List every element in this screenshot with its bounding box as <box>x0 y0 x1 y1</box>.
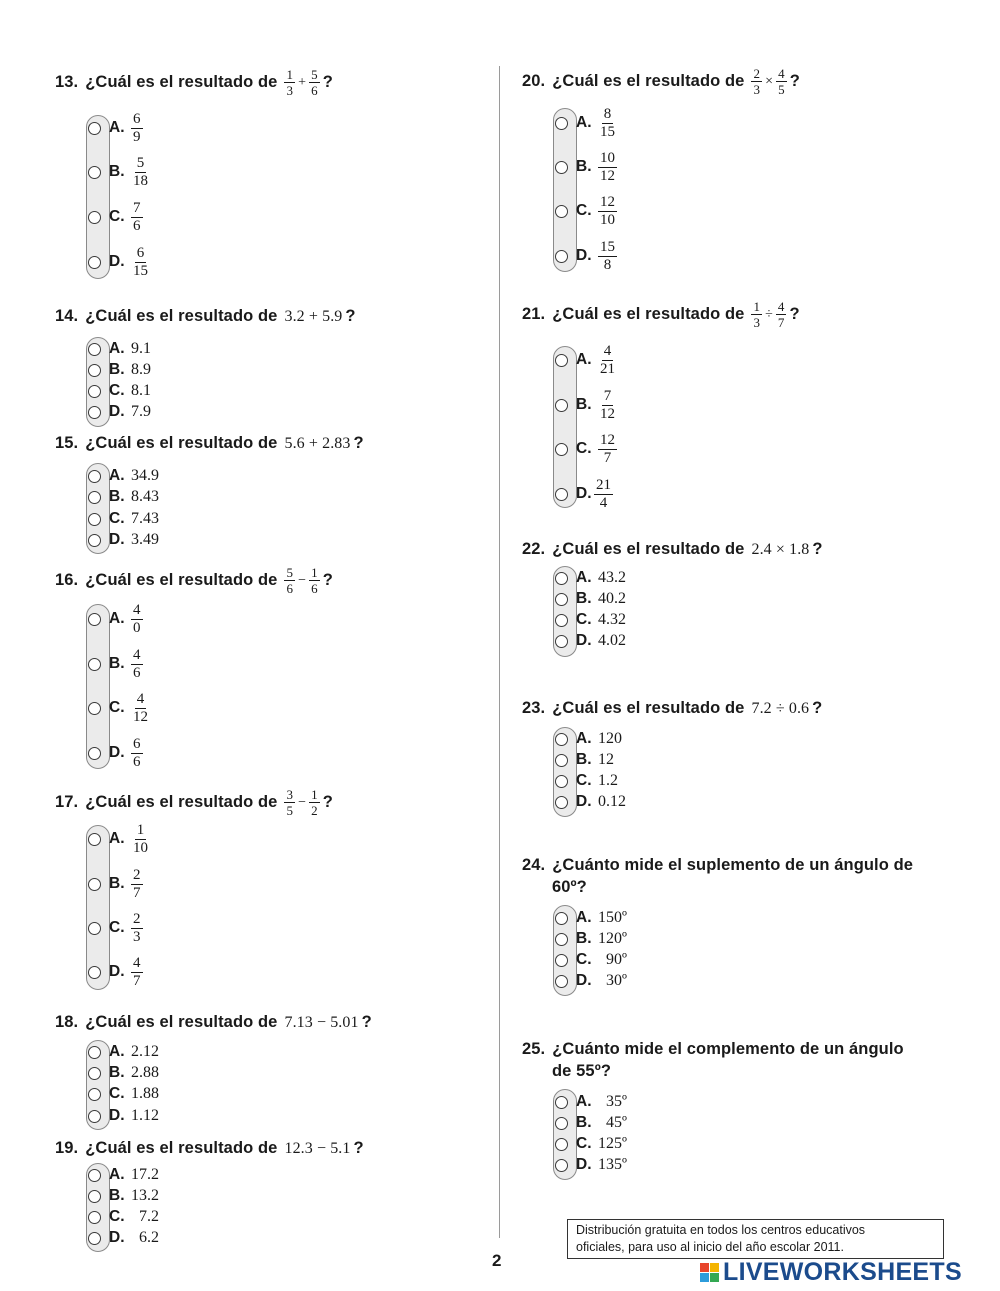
option-a[interactable]: A. $\frac{4}{21}$ <box>553 349 617 371</box>
radio-c[interactable] <box>555 614 568 627</box>
liveworksheets-icon <box>700 1263 719 1282</box>
option-c[interactable]: C. 90º <box>553 949 627 971</box>
option-c[interactable]: C. 125º <box>553 1133 627 1155</box>
question-23-expression: 7.2 ÷ 0.6 <box>751 699 810 717</box>
radio-a[interactable] <box>88 833 101 846</box>
option-b[interactable]: B. $\frac{7}{12}$ <box>553 394 617 416</box>
option-b[interactable]: B. 40.2 <box>553 588 626 610</box>
radio-d[interactable] <box>88 1110 101 1123</box>
radio-d[interactable] <box>88 747 101 760</box>
distribution-notice <box>567 1219 944 1259</box>
radio-a[interactable] <box>88 1169 101 1182</box>
radio-a[interactable] <box>88 470 101 483</box>
radio-c[interactable] <box>555 1138 568 1151</box>
notice-line-1: Distribución gratuita en todos los centros educativos <box>576 1223 866 1237</box>
liveworksheets-logo <box>700 1258 962 1287</box>
question-24-title-line2: 60º? <box>552 878 587 896</box>
radio-c[interactable] <box>88 702 101 715</box>
option-a[interactable]: A. 9.1 <box>86 338 151 360</box>
radio-b[interactable] <box>555 161 568 174</box>
radio-d[interactable] <box>555 488 568 501</box>
radio-b[interactable] <box>88 1190 101 1203</box>
option-d[interactable]: D. 3.49 <box>86 529 159 551</box>
question-22-title: 22. ¿Cuál es el resultado de 2.4 × 1.8 ? <box>522 540 823 558</box>
question-17-expression: $\frac{3}{5}$ − $\frac{1}{2}$ <box>286 787 318 818</box>
option-b[interactable]: B. $\frac{10}{12}$ <box>553 156 617 178</box>
option-d[interactable]: D. 0.12 <box>553 791 626 813</box>
option-c[interactable]: C. 1.2 <box>553 770 618 792</box>
radio-a[interactable] <box>88 122 101 135</box>
question-15-expression: 5.6 + 2.83 <box>284 434 351 452</box>
radio-c[interactable] <box>88 513 101 526</box>
question-19-expression: 12.3 − 5.1 <box>284 1139 351 1157</box>
option-d[interactable]: D. 135º <box>553 1154 627 1176</box>
option-c[interactable]: C. $\frac{12}{10}$ <box>553 200 617 222</box>
question-14-expression: 3.2 + 5.9 <box>284 307 343 325</box>
radio-b[interactable] <box>555 593 568 606</box>
question-15-title: 15. ¿Cuál es el resultado de 5.6 + 2.83 ? <box>55 434 364 452</box>
option-b[interactable]: B. 120º <box>553 928 627 950</box>
radio-d[interactable] <box>555 1159 568 1172</box>
option-b[interactable]: B. 13.2 <box>86 1185 159 1207</box>
question-20-expression: $\frac{2}{3}$ × $\frac{4}{5}$ <box>753 66 785 97</box>
radio-c[interactable] <box>555 443 568 456</box>
option-a[interactable]: A. $\frac{4}{0}$ <box>86 608 143 630</box>
radio-a[interactable] <box>555 1096 568 1109</box>
option-d[interactable]: D. 30º <box>553 970 627 992</box>
option-a[interactable]: A. 43.2 <box>553 567 626 589</box>
option-c[interactable]: C. $\frac{7}{6}$ <box>86 206 143 228</box>
question-18-title: 18. ¿Cuál es el resultado de 7.13 − 5.01 ? <box>55 1013 372 1031</box>
radio-c[interactable] <box>555 205 568 218</box>
radio-b[interactable] <box>555 1117 568 1130</box>
option-d[interactable]: D. $\frac{21}{4}$ <box>553 483 613 505</box>
radio-b[interactable] <box>88 658 101 671</box>
question-13-title: 13. ¿Cuál es el resultado de $\frac{1}{3}$ + $\frac{5}{6}$ ? <box>55 67 333 98</box>
radio-d[interactable] <box>88 256 101 269</box>
option-c[interactable]: C. $\frac{4}{12}$ <box>86 697 150 719</box>
option-a[interactable]: A. 17.2 <box>86 1164 159 1186</box>
radio-d[interactable] <box>555 796 568 809</box>
question-19-title: 19. ¿Cuál es el resultado de 12.3 − 5.1 ? <box>55 1139 364 1157</box>
radio-c[interactable] <box>555 775 568 788</box>
radio-a[interactable] <box>555 572 568 585</box>
radio-a[interactable] <box>555 912 568 925</box>
radio-b[interactable] <box>88 364 101 377</box>
option-d[interactable]: D. $\frac{15}{8}$ <box>553 245 617 267</box>
option-a[interactable]: A. 35º <box>553 1091 627 1113</box>
question-17-title: 17. ¿Cuál es el resultado de $\frac{3}{5}$ − $\frac{1}{2}$ ? <box>55 787 333 818</box>
question-14-title: 14. ¿Cuál es el resultado de 3.2 + 5.9 ? <box>55 307 356 325</box>
question-13-expression: $\frac{1}{3}$ + $\frac{5}{6}$ <box>286 67 318 98</box>
radio-d[interactable] <box>88 534 101 547</box>
option-d[interactable]: D. 1.12 <box>86 1105 159 1127</box>
radio-b[interactable] <box>555 399 568 412</box>
question-16-expression: $\frac{5}{6}$ − $\frac{1}{6}$ <box>286 565 318 596</box>
option-a[interactable]: A. $\frac{8}{15}$ <box>553 112 617 134</box>
question-25-title-line2: de 55º? <box>552 1062 611 1080</box>
option-b[interactable]: B. $\frac{5}{18}$ <box>86 161 150 183</box>
option-c[interactable]: C. 7.43 <box>86 508 159 530</box>
radio-c[interactable] <box>88 1088 101 1101</box>
option-a[interactable]: A. 120 <box>553 728 622 750</box>
radio-d[interactable] <box>555 250 568 263</box>
option-c[interactable]: C. 4.32 <box>553 609 626 631</box>
option-b[interactable]: B. 45º <box>553 1112 627 1134</box>
option-c[interactable]: C. 7.2 <box>86 1206 159 1228</box>
radio-b[interactable] <box>88 1067 101 1080</box>
radio-a[interactable] <box>555 733 568 746</box>
radio-d[interactable] <box>88 1232 101 1245</box>
radio-d[interactable] <box>88 406 101 419</box>
radio-d[interactable] <box>88 966 101 979</box>
option-d[interactable]: D. 7.9 <box>86 401 151 423</box>
option-a[interactable]: A. 2.12 <box>86 1041 159 1063</box>
option-d[interactable]: D. $\frac{4}{7}$ <box>86 961 143 983</box>
option-b[interactable]: B. 2.88 <box>86 1062 159 1084</box>
option-a[interactable]: A. 150º <box>553 907 627 929</box>
question-21-title: 21. ¿Cuál es el resultado de $\frac{1}{3}$ ÷ $\frac{4}{7}$ ? <box>522 299 800 330</box>
page-number: 2 <box>492 1251 502 1270</box>
question-25-title: 25. ¿Cuánto mide el complemento de un ángulo <box>522 1040 904 1058</box>
option-a[interactable]: A. $\frac{6}{9}$ <box>86 117 143 139</box>
notice-line-2: oficiales, para uso al inicio del año escolar 2011. <box>576 1240 844 1254</box>
question-24-title: 24. ¿Cuánto mide el suplemento de un ángulo de <box>522 856 914 874</box>
option-d[interactable]: D. 6.2 <box>86 1227 159 1249</box>
question-23-title: 23. ¿Cuál es el resultado de 7.2 ÷ 0.6 ? <box>522 699 823 717</box>
radio-b[interactable] <box>555 933 568 946</box>
question-22-expression: 2.4 × 1.8 <box>751 540 810 558</box>
radio-a[interactable] <box>555 354 568 367</box>
radio-c[interactable] <box>88 385 101 398</box>
radio-b[interactable] <box>88 166 101 179</box>
radio-a[interactable] <box>555 117 568 130</box>
option-d[interactable]: D. $\frac{6}{6}$ <box>86 742 143 764</box>
option-c[interactable]: C. $\frac{12}{7}$ <box>553 438 617 460</box>
column-divider <box>499 66 500 1238</box>
radio-c[interactable] <box>88 211 101 224</box>
option-d[interactable]: D. 4.02 <box>553 630 626 652</box>
radio-a[interactable] <box>88 343 101 356</box>
radio-c[interactable] <box>88 1211 101 1224</box>
option-b[interactable]: B. $\frac{4}{6}$ <box>86 653 143 675</box>
radio-b[interactable] <box>88 491 101 504</box>
radio-a[interactable] <box>88 1046 101 1059</box>
question-21-expression: $\frac{1}{3}$ ÷ $\frac{4}{7}$ <box>753 299 785 330</box>
radio-b[interactable] <box>555 754 568 767</box>
option-b[interactable]: B. 8.9 <box>86 359 151 381</box>
option-a[interactable]: A. 34.9 <box>86 465 159 487</box>
option-c[interactable]: C. $\frac{2}{3}$ <box>86 917 143 939</box>
radio-c[interactable] <box>555 954 568 967</box>
option-c[interactable]: C. 8.1 <box>86 380 151 402</box>
radio-a[interactable] <box>88 613 101 626</box>
brand-name: LIVEWORKSHEETS <box>723 1258 962 1286</box>
question-18-expression: 7.13 − 5.01 <box>284 1013 359 1031</box>
option-b[interactable]: B. 12 <box>553 749 614 771</box>
option-b[interactable]: B. $\frac{2}{7}$ <box>86 873 143 895</box>
question-16-title: 16. ¿Cuál es el resultado de $\frac{5}{6}$ − $\frac{1}{6}$ ? <box>55 565 333 596</box>
option-c[interactable]: C. 1.88 <box>86 1083 159 1105</box>
radio-d[interactable] <box>555 635 568 648</box>
radio-c[interactable] <box>88 922 101 935</box>
option-b[interactable]: B. 8.43 <box>86 486 159 508</box>
radio-b[interactable] <box>88 878 101 891</box>
question-20-title: 20. ¿Cuál es el resultado de $\frac{2}{3}$ × $\frac{4}{5}$ ? <box>522 66 800 97</box>
option-a[interactable]: A. $\frac{1}{10}$ <box>86 828 150 850</box>
option-d[interactable]: D. $\frac{6}{15}$ <box>86 251 150 273</box>
radio-d[interactable] <box>555 975 568 988</box>
